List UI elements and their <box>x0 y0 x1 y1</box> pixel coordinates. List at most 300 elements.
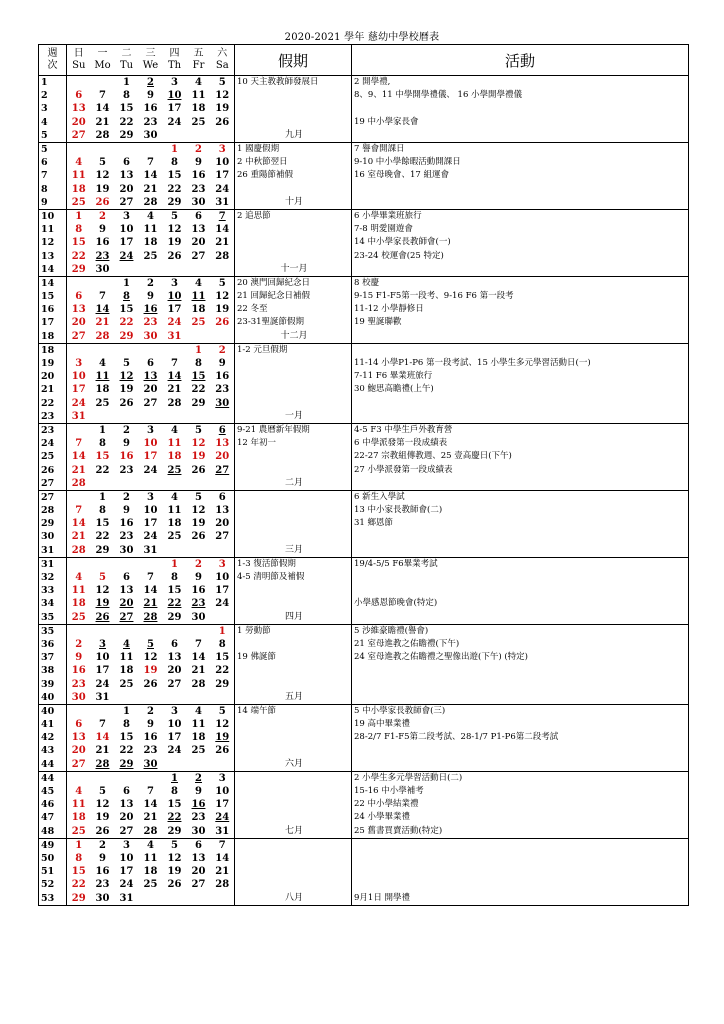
day-cell <box>91 276 115 290</box>
day-cell <box>91 611 115 625</box>
day-cell <box>163 263 187 277</box>
week-number: 28 <box>39 504 67 517</box>
day-number: 26 <box>95 196 110 208</box>
day-cell <box>115 236 139 249</box>
day-cell <box>163 664 187 677</box>
day-cell <box>139 330 163 344</box>
day-cell <box>211 276 235 290</box>
day-cell <box>91 343 115 357</box>
day-cell <box>67 704 91 718</box>
day-number: 7 <box>99 90 106 102</box>
day-cell <box>211 891 235 905</box>
day-number: 7 <box>147 157 154 169</box>
day-cell <box>91 263 115 277</box>
day-cell <box>139 624 163 638</box>
day-cell <box>187 477 211 491</box>
day-cell <box>91 156 115 169</box>
week-number: 12 <box>39 236 67 249</box>
day-cell <box>139 704 163 718</box>
day-cell <box>91 557 115 571</box>
activity-text: 22-27 宗教組傳教週、25 壹高慶日(下午) <box>352 450 689 463</box>
day-cell <box>67 891 91 905</box>
day-number: 6 <box>218 491 226 503</box>
week-number: 26 <box>39 463 67 476</box>
day-number: 27 <box>71 758 86 770</box>
day-cell <box>91 785 115 798</box>
day-cell <box>187 838 211 852</box>
day-number: 29 <box>119 129 134 141</box>
day-cell <box>115 209 139 223</box>
activity-text: 8、9、11 中學開學禮儀、 16 小學開學禮儀 <box>352 89 689 102</box>
activity-text: 9-15 F1-F5第一段考、9-16 F6 第一段考 <box>352 290 689 303</box>
week-number: 5 <box>39 142 67 156</box>
week-number: 16 <box>39 303 67 316</box>
day-cell <box>187 490 211 504</box>
holiday-text: 12 年初一 <box>235 437 352 450</box>
day-number: 28 <box>215 879 230 891</box>
day-number: 2 <box>123 491 130 503</box>
day-number: 20 <box>191 237 206 249</box>
day-cell <box>139 303 163 316</box>
week-number: 8 <box>39 183 67 196</box>
day-number: 11 <box>143 852 158 864</box>
day-number: 19 <box>215 304 230 316</box>
day-number: 1 <box>75 839 83 851</box>
week-number: 49 <box>39 838 67 852</box>
day-cell <box>187 718 211 731</box>
activity-text: 5 沙維豪瞻禮(譽會) <box>352 624 689 638</box>
week-row <box>39 383 689 396</box>
day-number: 11 <box>167 438 182 450</box>
day-number: 25 <box>167 531 182 543</box>
day-cell <box>187 410 211 424</box>
week-row <box>39 771 689 785</box>
day-cell <box>91 183 115 196</box>
day-number: 16 <box>143 304 158 316</box>
day-number: 31 <box>71 410 86 422</box>
day-cell <box>139 544 163 558</box>
day-number: 11 <box>71 585 86 597</box>
day-cell <box>211 303 235 316</box>
day-number: 9 <box>75 652 83 664</box>
day-cell <box>163 838 187 852</box>
week-row <box>39 544 689 558</box>
day-cell <box>187 169 211 182</box>
day-cell <box>187 316 211 329</box>
day-number: 17 <box>215 585 230 597</box>
week-number: 46 <box>39 798 67 811</box>
week-row <box>39 169 689 182</box>
day-number: 28 <box>143 196 158 208</box>
day-cell <box>211 410 235 424</box>
day-cell <box>67 290 91 303</box>
week-number: 10 <box>39 209 67 223</box>
day-cell <box>67 878 91 891</box>
day-cell <box>115 89 139 102</box>
activity-text <box>352 744 689 757</box>
day-number: 30 <box>191 196 206 208</box>
day-number: 25 <box>95 397 110 409</box>
day-number: 12 <box>95 170 110 182</box>
day-cell <box>67 316 91 329</box>
activity-text: 8 校慶 <box>352 276 689 290</box>
holiday-text <box>235 397 352 410</box>
day-cell <box>211 463 235 476</box>
day-number: 2 <box>195 558 202 570</box>
day-cell <box>163 89 187 102</box>
day-cell <box>115 852 139 865</box>
day-cell <box>187 771 211 785</box>
day-cell <box>187 571 211 584</box>
day-cell <box>67 183 91 196</box>
day-cell <box>163 169 187 182</box>
day-number: 10 <box>143 438 158 450</box>
day-cell <box>115 169 139 182</box>
day-cell <box>67 664 91 677</box>
day-cell <box>139 142 163 156</box>
day-cell <box>211 102 235 115</box>
day-cell <box>163 731 187 744</box>
day-cell <box>211 397 235 410</box>
day-number: 19 <box>191 451 206 463</box>
week-row <box>39 758 689 772</box>
day-number: 25 <box>71 611 86 623</box>
day-cell <box>67 303 91 316</box>
week-number: 36 <box>39 638 67 651</box>
day-number: 21 <box>95 317 110 329</box>
week-row <box>39 450 689 463</box>
activity-text: 11-12 小學靜修日 <box>352 303 689 316</box>
week-row <box>39 209 689 223</box>
day-cell <box>187 450 211 463</box>
activity-text: 27 小學派發第一段成績表 <box>352 463 689 476</box>
day-number: 22 <box>95 531 110 543</box>
day-number: 9 <box>195 157 202 169</box>
activity-text <box>352 664 689 677</box>
week-header: 週 次 <box>39 45 67 76</box>
day-cell <box>163 102 187 115</box>
day-cell <box>163 370 187 383</box>
day-number: 23 <box>191 183 206 195</box>
day-number: 6 <box>75 291 83 303</box>
day-cell <box>91 517 115 530</box>
month-label: 十二月 <box>235 330 352 344</box>
activity-text <box>352 263 689 277</box>
day-cell <box>67 530 91 543</box>
day-cell <box>139 343 163 357</box>
day-cell <box>115 477 139 491</box>
day-cell <box>211 865 235 878</box>
week-number: 43 <box>39 744 67 757</box>
day-cell <box>139 771 163 785</box>
day-cell <box>91 865 115 878</box>
holiday-text: 23-31聖誕節假期 <box>235 316 352 329</box>
week-row <box>39 156 689 169</box>
day-cell <box>187 744 211 757</box>
activity-text <box>352 544 689 558</box>
activity-text: 19 高中畢業禮 <box>352 718 689 731</box>
day-cell <box>211 597 235 610</box>
week-row <box>39 504 689 517</box>
day-header-mon: 一 Mo <box>91 45 115 76</box>
day-number: 25 <box>191 116 206 128</box>
day-number: 13 <box>119 799 134 811</box>
day-cell <box>163 771 187 785</box>
day-cell <box>67 102 91 115</box>
day-cell <box>187 704 211 718</box>
day-cell <box>139 878 163 891</box>
week-row <box>39 142 689 156</box>
day-cell <box>91 477 115 491</box>
day-number: 24 <box>95 678 110 690</box>
week-number: 9 <box>39 196 67 210</box>
day-cell <box>139 450 163 463</box>
day-cell <box>211 718 235 731</box>
day-number: 26 <box>167 879 182 891</box>
day-cell <box>115 744 139 757</box>
day-cell <box>211 423 235 437</box>
day-number: 16 <box>119 518 134 530</box>
holiday-text <box>235 838 352 852</box>
day-number: 11 <box>71 170 86 182</box>
day-number: 20 <box>215 518 230 530</box>
day-cell <box>67 771 91 785</box>
day-cell <box>91 437 115 450</box>
month-label: 一月 <box>235 410 352 424</box>
day-number: 3 <box>171 705 178 717</box>
day-number: 5 <box>123 358 130 370</box>
activity-text: 24 室母進教之佑瞻禮之聖像出遊(下午) (特定) <box>352 651 689 664</box>
day-number: 14 <box>71 451 86 463</box>
calendar-body <box>39 76 689 906</box>
day-cell <box>91 571 115 584</box>
day-number: 7 <box>99 291 106 303</box>
week-number: 20 <box>39 370 67 383</box>
day-cell <box>91 330 115 344</box>
holiday-text: 14 端午節 <box>235 704 352 718</box>
day-number: 9 <box>147 291 154 303</box>
holiday-text <box>235 116 352 129</box>
day-number: 4 <box>171 424 178 436</box>
holiday-text <box>235 638 352 651</box>
day-number: 3 <box>171 77 178 89</box>
day-cell <box>187 811 211 824</box>
day-cell <box>211 771 235 785</box>
day-cell <box>67 691 91 705</box>
week-number: 21 <box>39 383 67 396</box>
day-cell <box>67 597 91 610</box>
day-cell <box>67 865 91 878</box>
day-number: 20 <box>119 183 134 195</box>
day-cell <box>187 330 211 344</box>
week-number: 23 <box>39 423 67 437</box>
day-cell <box>91 584 115 597</box>
day-cell <box>91 116 115 129</box>
week-number: 6 <box>39 156 67 169</box>
day-cell <box>139 276 163 290</box>
day-cell <box>115 196 139 210</box>
activity-text <box>352 584 689 597</box>
day-number: 25 <box>143 250 158 262</box>
day-cell <box>139 89 163 102</box>
activity-text <box>352 878 689 891</box>
week-row <box>39 89 689 102</box>
day-number: 8 <box>99 505 106 517</box>
week-number: 14 <box>39 263 67 277</box>
month-label: 六月 <box>235 758 352 772</box>
day-cell <box>139 102 163 115</box>
day-cell <box>163 477 187 491</box>
day-cell <box>139 785 163 798</box>
day-number: 10 <box>215 572 230 584</box>
day-cell <box>91 544 115 558</box>
day-cell <box>91 638 115 651</box>
day-cell <box>139 410 163 424</box>
day-cell <box>115 530 139 543</box>
day-cell <box>67 624 91 638</box>
activity-text <box>352 838 689 852</box>
day-number: 2 <box>99 210 106 222</box>
activity-text <box>352 530 689 543</box>
day-cell <box>187 370 211 383</box>
week-row <box>39 303 689 316</box>
day-cell <box>163 343 187 357</box>
activity-text: 4-5 F3 中學生戶外教育營 <box>352 423 689 437</box>
day-cell <box>187 731 211 744</box>
day-cell <box>115 838 139 852</box>
day-number: 15 <box>95 451 110 463</box>
week-number: 53 <box>39 891 67 905</box>
day-number: 4 <box>75 157 83 169</box>
day-number: 27 <box>191 879 206 891</box>
day-number: 2 <box>123 424 130 436</box>
day-number: 14 <box>95 103 110 115</box>
week-number: 45 <box>39 785 67 798</box>
day-cell <box>211 838 235 852</box>
day-cell <box>163 704 187 718</box>
activity-text: 23-24 校運會(25 特定) <box>352 249 689 262</box>
day-cell <box>91 490 115 504</box>
week-row <box>39 316 689 329</box>
day-cell <box>139 183 163 196</box>
day-number: 7 <box>147 572 154 584</box>
day-number: 8 <box>171 572 178 584</box>
day-number: 27 <box>215 531 230 543</box>
day-number: 22 <box>191 384 206 396</box>
day-number: 8 <box>75 224 83 236</box>
day-cell <box>115 691 139 705</box>
day-number: 16 <box>143 103 158 115</box>
day-number: 12 <box>215 719 230 731</box>
day-cell <box>163 758 187 772</box>
week-row <box>39 744 689 757</box>
holiday-text <box>235 383 352 396</box>
day-cell <box>163 638 187 651</box>
day-cell <box>187 785 211 798</box>
holiday-text: 22 冬至 <box>235 303 352 316</box>
day-cell <box>67 838 91 852</box>
day-cell <box>163 584 187 597</box>
day-number: 17 <box>215 170 230 182</box>
day-number: 8 <box>99 438 106 450</box>
day-number: 20 <box>119 812 134 824</box>
day-number: 5 <box>218 705 226 717</box>
day-cell <box>187 517 211 530</box>
day-cell <box>139 718 163 731</box>
day-cell <box>91 530 115 543</box>
day-cell <box>139 597 163 610</box>
day-cell <box>115 249 139 262</box>
activity-text: 22 中小學結業禮 <box>352 798 689 811</box>
week-number: 4 <box>39 116 67 129</box>
day-number: 30 <box>143 330 158 342</box>
week-number: 13 <box>39 249 67 262</box>
day-cell <box>139 477 163 491</box>
month-label: 八月 <box>235 891 352 905</box>
week-number: 52 <box>39 878 67 891</box>
day-cell <box>115 397 139 410</box>
day-number: 6 <box>171 638 178 650</box>
day-cell <box>139 209 163 223</box>
day-number: 9 <box>195 786 202 798</box>
day-number: 14 <box>95 732 110 744</box>
day-cell <box>211 651 235 664</box>
day-cell <box>115 878 139 891</box>
day-cell <box>187 383 211 396</box>
activity-text <box>352 758 689 772</box>
activity-text <box>352 102 689 115</box>
day-cell <box>211 825 235 839</box>
day-number: 7 <box>147 786 154 798</box>
day-header-sat: 六 Sa <box>211 45 235 76</box>
day-cell <box>91 169 115 182</box>
day-cell <box>115 704 139 718</box>
day-cell <box>211 744 235 757</box>
day-cell <box>163 544 187 558</box>
day-cell <box>91 249 115 262</box>
day-number: 11 <box>95 371 110 383</box>
day-number: 9 <box>147 90 154 102</box>
day-cell <box>67 263 91 277</box>
day-number: 12 <box>215 291 230 303</box>
week-row <box>39 798 689 811</box>
day-number: 5 <box>218 277 226 289</box>
activity-text: 6 中學派發第一段成績表 <box>352 437 689 450</box>
day-number: 11 <box>71 799 86 811</box>
day-cell <box>211 330 235 344</box>
week-row <box>39 704 689 718</box>
week-number: 34 <box>39 597 67 610</box>
day-cell <box>211 169 235 182</box>
day-number: 13 <box>191 852 206 864</box>
activity-text <box>352 691 689 705</box>
day-number: 24 <box>215 598 230 610</box>
day-cell <box>67 477 91 491</box>
day-cell <box>211 758 235 772</box>
day-number: 29 <box>167 825 182 837</box>
holiday-text <box>235 597 352 610</box>
day-cell <box>163 116 187 129</box>
day-cell <box>115 638 139 651</box>
day-number: 28 <box>95 758 110 770</box>
day-cell <box>163 223 187 236</box>
day-cell <box>211 116 235 129</box>
day-number: 13 <box>167 652 182 664</box>
day-cell <box>211 236 235 249</box>
day-number: 17 <box>71 384 86 396</box>
day-number: 31 <box>167 330 182 342</box>
activity-text: 14 中小學家長教師會(一) <box>352 236 689 249</box>
